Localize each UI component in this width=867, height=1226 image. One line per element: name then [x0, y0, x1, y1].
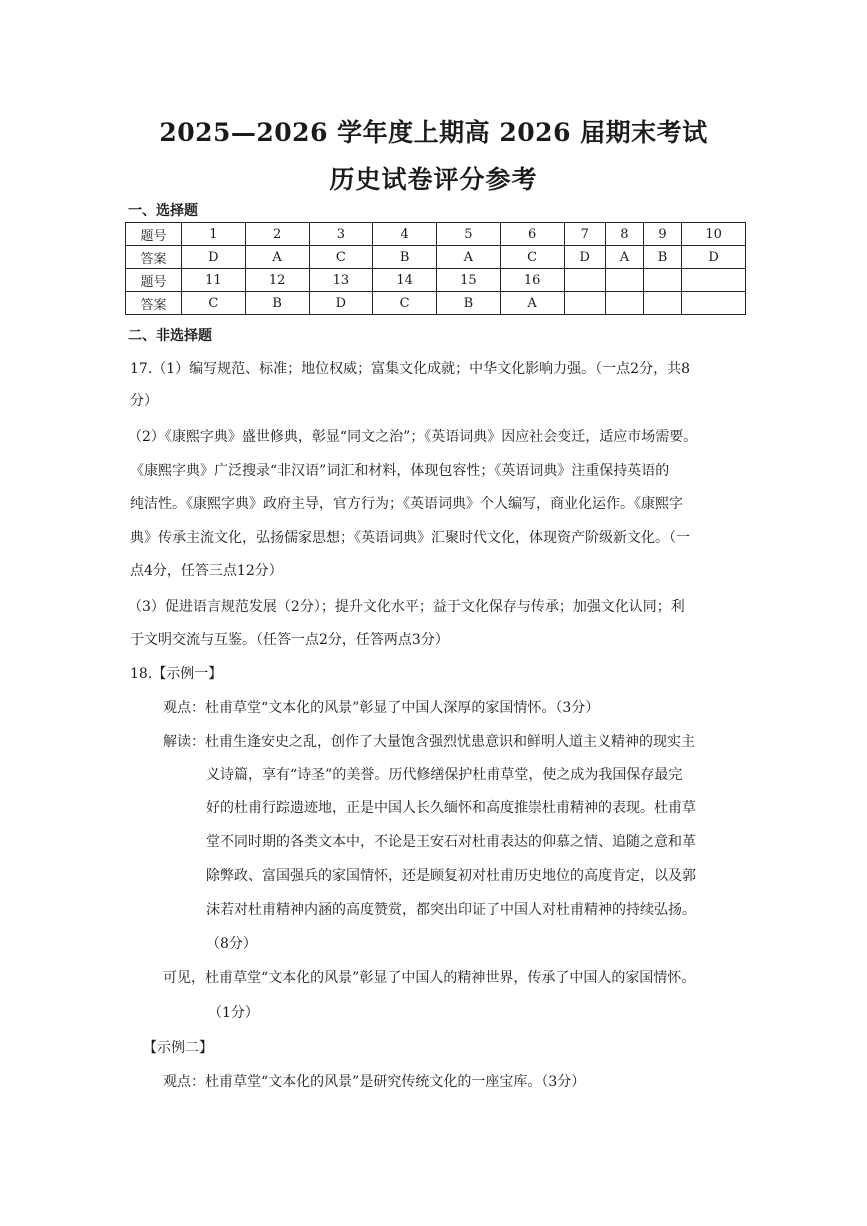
text-line: 《康熙字典》广泛搜录“非汉语”词汇和材料，体现包容性；《英语词典》注重保持英语的	[130, 463, 670, 479]
document-title: 2025—2026 学年度上期高 2026 届期末考试	[159, 118, 708, 147]
text-line: 沫若对杜甫精神内涵的高度赞赏，都突出印证了中国人对杜甫精神的持续弘扬。	[206, 902, 696, 918]
table-cell: B	[643, 246, 681, 269]
table-cell: D	[564, 246, 606, 269]
table-cell: B	[245, 292, 309, 315]
table-cell	[682, 269, 746, 292]
table-cell: D	[309, 292, 373, 315]
table-cell: A	[500, 292, 564, 315]
table-cell	[643, 269, 681, 292]
text-line: （3）促进语言规范发展（2分）；提升文化水平；益于文化保存与传承；加强文化认同；利	[128, 599, 685, 615]
table-cell: 5	[437, 223, 501, 246]
table-cell	[643, 292, 681, 315]
table-row	[126, 223, 746, 246]
text-line: 观点：杜甫草堂“文本化的风景”彰显了中国人深厚的家国情怀。（3分）	[163, 700, 600, 716]
table-row	[126, 292, 746, 315]
text-line: 17.（1）编写规范、标准；地位权威；富集文化成就；中华文化影响力强。（一点2分，共8	[130, 361, 690, 377]
text-line: （2）《康熙字典》盛世修典，彰显“同文之治”；《英语词典》因应社会变迁，适应市场需要。	[128, 429, 698, 445]
table-cell: A	[245, 246, 309, 269]
text-line: 分）	[130, 393, 158, 409]
table-cell: C	[373, 292, 437, 315]
table-cell: C	[500, 246, 564, 269]
text-line: 典》传承主流文化，弘扬儒家思想；《英语词典》汇聚时代文化，体现资产阶级新文化。（一	[130, 530, 690, 546]
table-cell: 12	[245, 269, 309, 292]
text-line: 除弊政、富国强兵的家国情怀，还是顾复初对杜甫历史地位的高度肯定，以及郭	[206, 868, 696, 884]
text-line: 【示例二】	[143, 1040, 213, 1056]
table-row-header: 题号	[126, 269, 182, 292]
text-line: 解读：杜甫生逢安史之乱，创作了大量饱含强烈忧患意识和鲜明人道主义精神的现实主	[163, 734, 695, 750]
table-cell	[682, 292, 746, 315]
table-row	[126, 269, 746, 292]
table-cell: 1	[182, 223, 246, 246]
table-cell: 2	[245, 223, 309, 246]
table-cell: B	[437, 292, 501, 315]
text-line: 18.【示例一】	[130, 666, 223, 682]
document-subtitle: 历史试卷评分参考	[329, 165, 538, 194]
text-line: 好的杜甫行踪遗迹地，正是中国人长久缅怀和高度推崇杜甫精神的表现。杜甫草	[206, 800, 696, 816]
table-cell: 7	[564, 223, 606, 246]
table-cell: 16	[500, 269, 564, 292]
table-cell: C	[309, 246, 373, 269]
table-cell: 6	[500, 223, 564, 246]
table-cell: 3	[309, 223, 373, 246]
table-cell: D	[182, 246, 246, 269]
table-cell: A	[606, 246, 644, 269]
text-line: 观点：杜甫草堂“文本化的风景”是研究传统文化的一座宝库。（3分）	[163, 1074, 586, 1090]
table-cell: 15	[437, 269, 501, 292]
answer-table	[125, 222, 746, 315]
text-line: 堂不同时期的各类文本中，不论是王安石对杜甫表达的仰慕之情、追随之意和革	[206, 834, 696, 850]
table-cell	[606, 292, 644, 315]
table-row	[126, 246, 746, 269]
table-cell: C	[182, 292, 246, 315]
table-cell	[564, 269, 606, 292]
text-line: （1分）	[208, 1005, 259, 1021]
text-line: 可见，杜甫草堂“文本化的风景”彰显了中国人的精神世界，传承了中国人的家国情怀。	[163, 970, 696, 986]
table-cell: A	[437, 246, 501, 269]
text-line: （8分）	[206, 936, 257, 952]
section-heading-multiple-choice: 一、选择题	[128, 203, 198, 219]
table-cell: 11	[182, 269, 246, 292]
table-cell: 4	[373, 223, 437, 246]
table-cell: 13	[309, 269, 373, 292]
table-cell: D	[682, 246, 746, 269]
table-cell: 8	[606, 223, 644, 246]
table-row-header: 答案	[126, 292, 182, 315]
text-line: 纯洁性。《康熙字典》政府主导，官方行为；《英语词典》个人编写，商业化运作。《康熙字	[130, 496, 683, 512]
table-cell	[606, 269, 644, 292]
table-cell: B	[373, 246, 437, 269]
text-line: 点4分，任答三点12分）	[130, 563, 283, 579]
text-line: 义诗篇，享有“诗圣”的美誉。历代修缮保护杜甫草堂，使之成为我国保存最完	[206, 767, 683, 783]
table-row-header: 题号	[126, 223, 182, 246]
table-cell: 14	[373, 269, 437, 292]
table-cell	[564, 292, 606, 315]
table-cell: 9	[643, 223, 681, 246]
section-heading-non-choice: 二、非选择题	[128, 328, 212, 344]
table-row-header: 答案	[126, 246, 182, 269]
text-line: 于文明交流与互鉴。（任答一点2分，任答两点3分）	[130, 632, 449, 648]
table-cell: 10	[682, 223, 746, 246]
